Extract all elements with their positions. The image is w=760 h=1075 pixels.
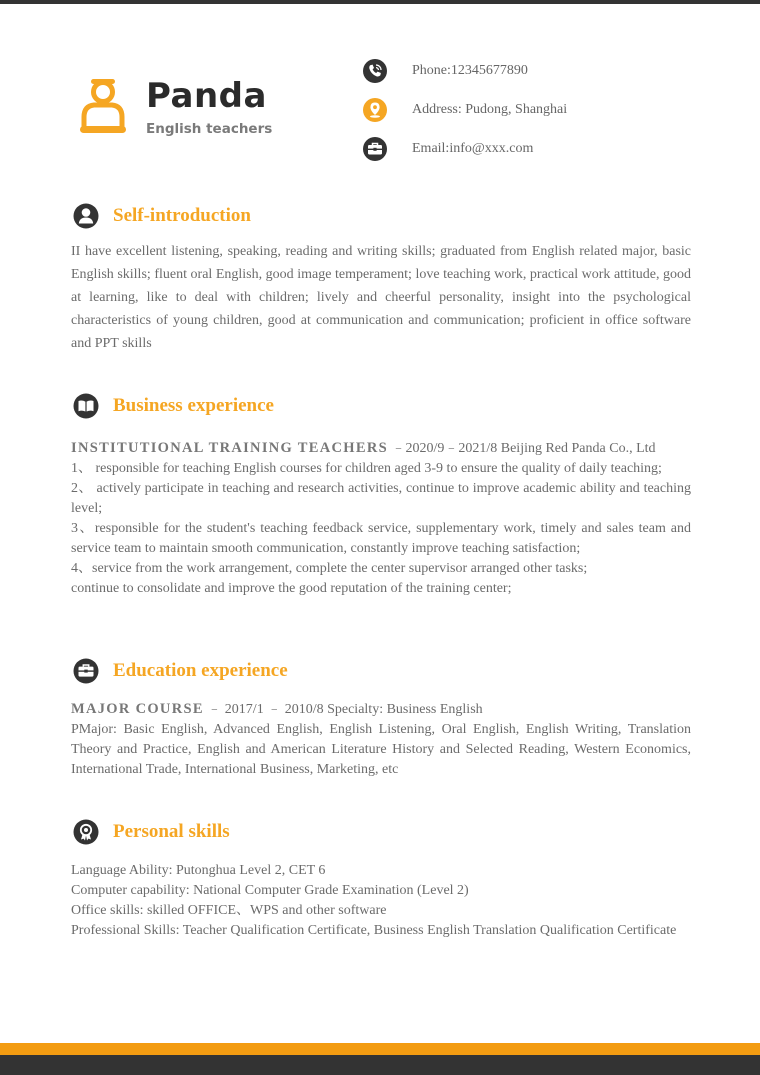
job-title: INSTITUTIONAL TRAINING TEACHERS	[71, 440, 388, 456]
list-item: Language Ability: Putonghua Level 2, CET 6	[71, 863, 326, 878]
list-item: continue to consolidate and improve the good reputation of the training center;	[71, 581, 512, 596]
list-item: 2、 actively participate in teaching and research activities, continue to improve academic ability and teaching level;	[71, 481, 691, 516]
top-bar	[0, 0, 760, 4]
list-item: Computer capability: National Computer Grade Examination (Level 2)	[71, 883, 469, 898]
contact-phone-text: Phone:12345677890	[412, 63, 528, 78]
section-title: Business experience	[113, 395, 274, 416]
business-experience-body	[71, 438, 691, 599]
section-personal-skills	[72, 818, 230, 846]
list-item: Professional Skills: Teacher Qualification Certificate, Business English Translation Qualification Certificate	[71, 923, 677, 938]
contact-address-text: Address: Pudong, Shanghai	[412, 102, 568, 117]
section-self-introduction	[72, 202, 251, 230]
section-title: Education experience	[113, 660, 288, 681]
award-icon	[72, 818, 100, 846]
list-item: Office skills: skilled OFFICE、WPS and other software	[71, 903, 387, 918]
phone-icon	[362, 58, 388, 84]
course-details: ﹣ 2017/1 ﹣ 2010/8 Specialty: Business English	[203, 702, 483, 717]
course-title: MAJOR COURSE	[71, 701, 204, 717]
list-item: 3、responsible for the student's teaching feedback service, supplementary work, timely and sales team and service team to maintain smooth communication, constantly improve teaching satisfaction;	[71, 521, 691, 556]
personal-skills-body	[71, 861, 691, 941]
contact-email	[362, 136, 533, 162]
candidate-name: Panda	[146, 76, 267, 116]
book-icon	[72, 392, 100, 420]
footer-accent-bar	[0, 1043, 760, 1055]
education-experience-body	[71, 699, 691, 780]
paragraph: II have excellent listening, speaking, reading and writing skills; graduated from English related major, basic English skills; fluent oral English, good image temperament; love teaching work, practical work attitude, good at learning, like to deal with children; lively and cheerful personality, insight into the psychological characteristics of young children, good at communication and communication; proficient in office software and PPT skills	[71, 244, 691, 351]
user-icon	[72, 202, 100, 230]
education-heading	[71, 699, 691, 720]
section-title: Self-introduction	[113, 205, 251, 226]
footer-bar	[0, 1055, 760, 1075]
briefcase-icon	[72, 657, 100, 685]
candidate-role: English teachers	[146, 121, 273, 137]
section-title: Personal skills	[113, 821, 230, 842]
location-icon	[362, 97, 388, 123]
self-introduction-text	[71, 240, 691, 355]
section-business-experience	[72, 392, 274, 420]
section-education-experience	[72, 657, 288, 685]
avatar-icon	[80, 77, 126, 133]
list-item: 1、 responsible for teaching English courses for children aged 3-9 to ensure the quality of daily teaching;	[71, 461, 662, 476]
contact-address	[362, 97, 567, 123]
contact-email-text: Email:info@xxx.com	[412, 141, 534, 156]
paragraph: PMajor: Basic English, Advanced English, English Listening, Oral English, English Writing, Translation Theory and Practice, English and American Literature History and Selected Reading, Western Economics, International Trade, International Business, Marketing, etc	[71, 722, 691, 777]
job-details: ﹣2020/9﹣2021/8 Beijing Red Panda Co., Ltd	[387, 441, 656, 456]
list-item: 4、service from the work arrangement, complete the center supervisor arranged other tasks;	[71, 561, 588, 576]
job-heading	[71, 438, 691, 459]
briefcase-icon	[362, 136, 388, 162]
contact-phone	[362, 58, 528, 84]
